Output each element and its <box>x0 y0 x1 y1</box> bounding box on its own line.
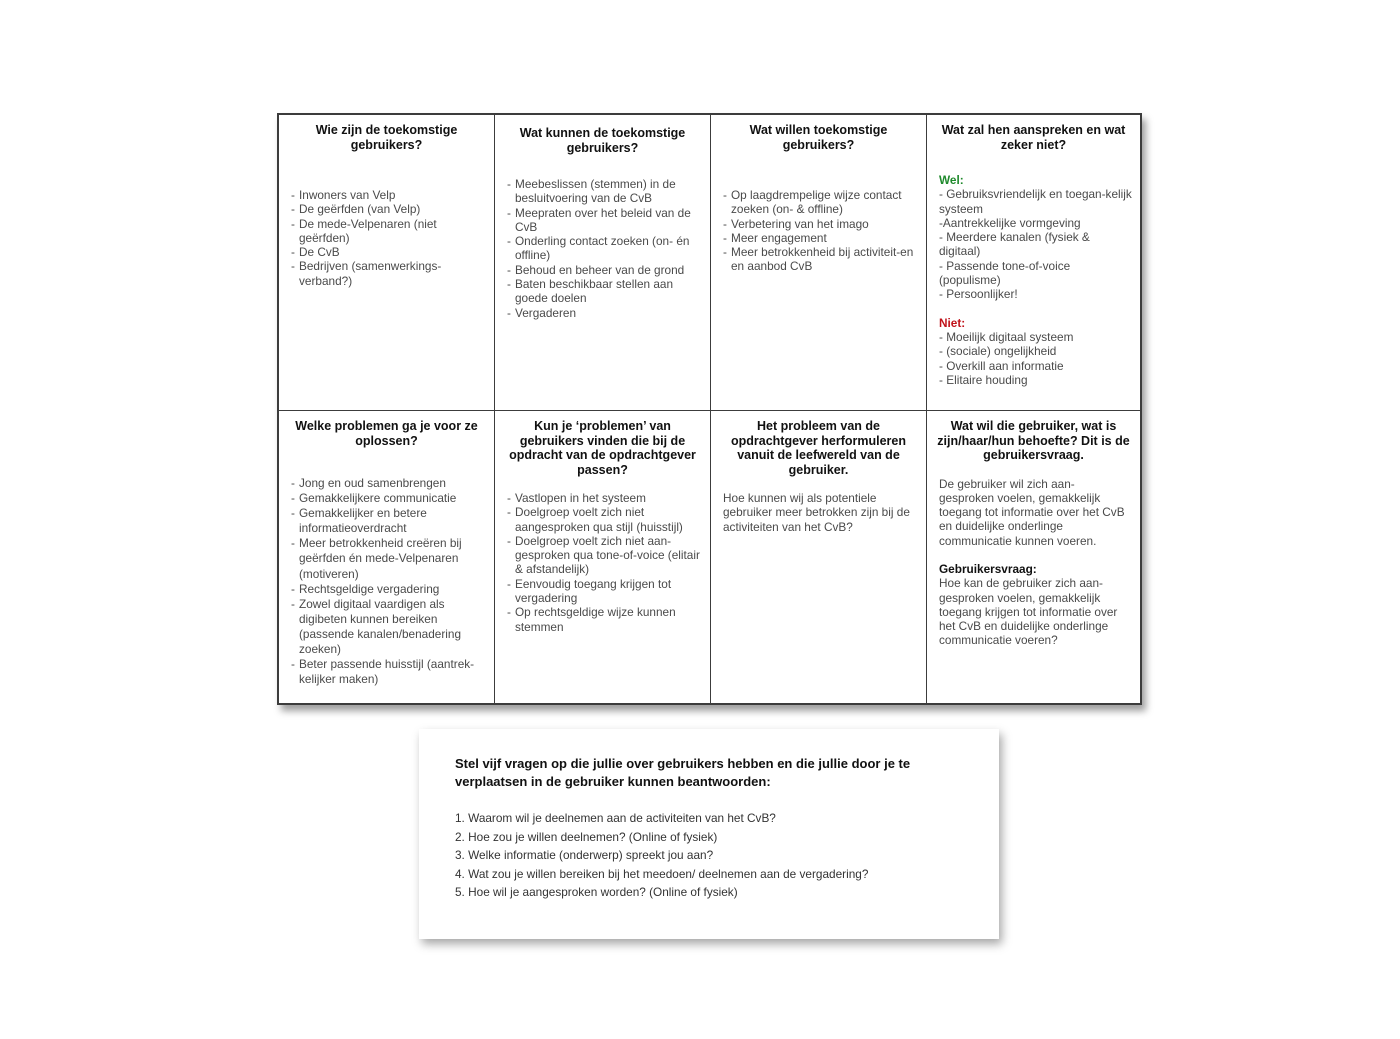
cell-appeal <box>927 115 1140 411</box>
question-item: 5. Hoe wil je aangesproken worden? (Online of fysiek) <box>455 885 738 899</box>
list-item: - Gebruiksvriendelijk en toegan-kelijk systeem <box>939 187 1132 216</box>
question-item: 3. Welke informatie (onderwerp) spreekt jou aan? <box>455 848 714 862</box>
cell-heading: Kun je ‘problemen’ van gebruikers vinden die bij de opdracht van de opdrachtgever passen? <box>509 419 696 477</box>
cell-user-capabilities <box>495 115 711 411</box>
list-item: - Passende tone-of-voice (populisme) <box>939 258 1071 288</box>
user-question-label: Gebruikersvraag: <box>939 561 1037 576</box>
question-item: 2. Hoe zou je willen deelnemen? (Online of fysiek) <box>455 829 718 844</box>
list-item: - Onderling contact zoeken (on- én offline) <box>507 234 702 263</box>
cell-reformulate <box>711 411 927 703</box>
list-item: - Elitaire houding <box>939 372 1028 387</box>
card-title: Stel vijf vragen op die jullie over gebruikers hebben en die jullie door je te verplaatsen in de gebruiker kunnen beantwoorden: <box>455 756 911 789</box>
cell-problems <box>279 411 495 703</box>
question-item: 1. Waarom wil je deelnemen aan de activiteiten van het CvB? <box>455 811 776 825</box>
niet-label: Niet: <box>939 315 966 330</box>
cell-future-users <box>279 115 495 411</box>
cell-heading: Wat kunnen de toekomstige gebruikers? <box>519 126 686 155</box>
list-item: - Behoud en beheer van de grond <box>507 263 702 277</box>
bullet-list <box>291 188 486 288</box>
list-item: - Meer betrokkenheid creëren bij geërfden én mede-Velpenaren (motiveren) <box>291 536 486 581</box>
list-item: - Overkill aan informatie <box>939 358 1064 373</box>
cell-user-wants <box>711 115 927 411</box>
wel-label: Wel: <box>939 173 964 187</box>
list-item: - Doelgroep voelt zich niet aangesproken qua stijl (huisstijl) <box>507 505 702 534</box>
list-item: - Doelgroep voelt zich niet aan-gesproken qua tone-of-voice (elitair & afstandelijk) <box>507 534 702 577</box>
cell-heading: Het probleem van de opdrachtgever herformuleren vanuit de leefwereld van de gebruiker. <box>730 419 907 477</box>
cell-heading: Wat wil die gebruiker, wat is zijn/haar/hun behoefte? Dit is de gebruikersvraag. <box>937 419 1130 462</box>
list-item: - Gemakkelijker en betere informatieoverdracht <box>291 506 486 536</box>
bullet-list <box>291 476 486 687</box>
list-item: - Meepraten over het beleid van de CvB <box>507 206 702 235</box>
list-item: - Op rechtsgeldige wijze kunnen stemmen <box>507 605 702 634</box>
question-item: 4. Wat zou je willen bereiken bij het meedoen/ deelnemen aan de vergadering? <box>455 866 869 881</box>
list-item: - Verbetering van het imago <box>723 217 918 231</box>
list-item: - Meebeslissen (stemmen) in de besluitvoering van de CvB <box>507 177 702 206</box>
cell-heading: Welke problemen ga je voor ze oplossen? <box>295 419 478 448</box>
list-item: - Vastlopen in het systeem <box>507 491 702 505</box>
user-need-text: De gebruiker wil zich aan-gesproken voelen, gemakkelijk toegang tot informatie over het CvB en duidelijke onderlinge communicatie kunnen voeren. <box>939 476 1125 548</box>
list-item: - Moeilijk digitaal systeem <box>939 329 1074 344</box>
bullet-list <box>507 491 702 634</box>
cell-heading: Wie zijn de toekomstige gebruikers? <box>315 123 458 152</box>
reformulated-problem: Hoe kunnen wij als potentiele gebruiker meer betrokken zijn bij de activiteiten van het CvB? <box>723 491 910 534</box>
user-question-text: Hoe kan de gebruiker zich aan-gesproken voelen, gemakkelijk toegang krijgen tot informatie over het CvB en duidelijke onderlinge communicatie voeren? <box>939 576 1118 648</box>
list-item: - Jong en oud samenbrengen <box>291 476 486 491</box>
questions-card <box>419 729 999 939</box>
list-item: - Baten beschikbaar stellen aan goede doelen <box>507 277 702 306</box>
question-list <box>455 809 963 902</box>
cell-user-need <box>927 411 1140 703</box>
cell-user-problems <box>495 411 711 703</box>
list-item: - De geërfden (van Velp) <box>291 202 486 216</box>
list-item: - Gemakkelijkere communicatie <box>291 491 486 506</box>
bullet-list <box>507 177 702 320</box>
list-item: - Op laagdrempelige wijze contact zoeken (on- & offline) <box>723 188 918 217</box>
list-item: - Beter passende huisstijl (aantrek-kelijker maken) <box>291 657 486 687</box>
list-item: - Zowel digitaal vaardigen als digibeten kunnen bereiken (passende kanalen/benadering zoeken) <box>291 597 486 657</box>
list-item: - Inwoners van Velp <box>291 188 486 202</box>
cell-heading: Wat zal hen aanspreken en wat zeker niet? <box>941 123 1126 152</box>
list-item: - Meer engagement <box>723 231 918 245</box>
list-item: - Bedrijven (samenwerkings-verband?) <box>291 259 486 288</box>
list-item: - (sociale) ongelijkheid <box>939 344 1057 359</box>
list-item: - Eenvoudig toegang krijgen tot vergadering <box>507 577 702 606</box>
list-item: - Meerdere kanalen (fysiek & digitaal) <box>939 230 1090 259</box>
list-item: - Meer betrokkenheid bij activiteit-en en aanbod CvB <box>723 245 918 274</box>
list-item: -Aantrekkelijke vormgeving <box>939 215 1081 230</box>
empathy-grid <box>277 113 1142 705</box>
list-item: - Rechtsgeldige vergadering <box>291 582 486 597</box>
list-item: - Persoonlijker! <box>939 287 1018 302</box>
list-item: - De mede-Velpenaren (niet geërfden) <box>291 217 486 246</box>
cell-heading: Wat willen toekomstige gebruikers? <box>749 123 888 152</box>
list-item: - Vergaderen <box>507 306 702 320</box>
list-item: - De CvB <box>291 245 486 259</box>
bullet-list <box>723 188 918 274</box>
